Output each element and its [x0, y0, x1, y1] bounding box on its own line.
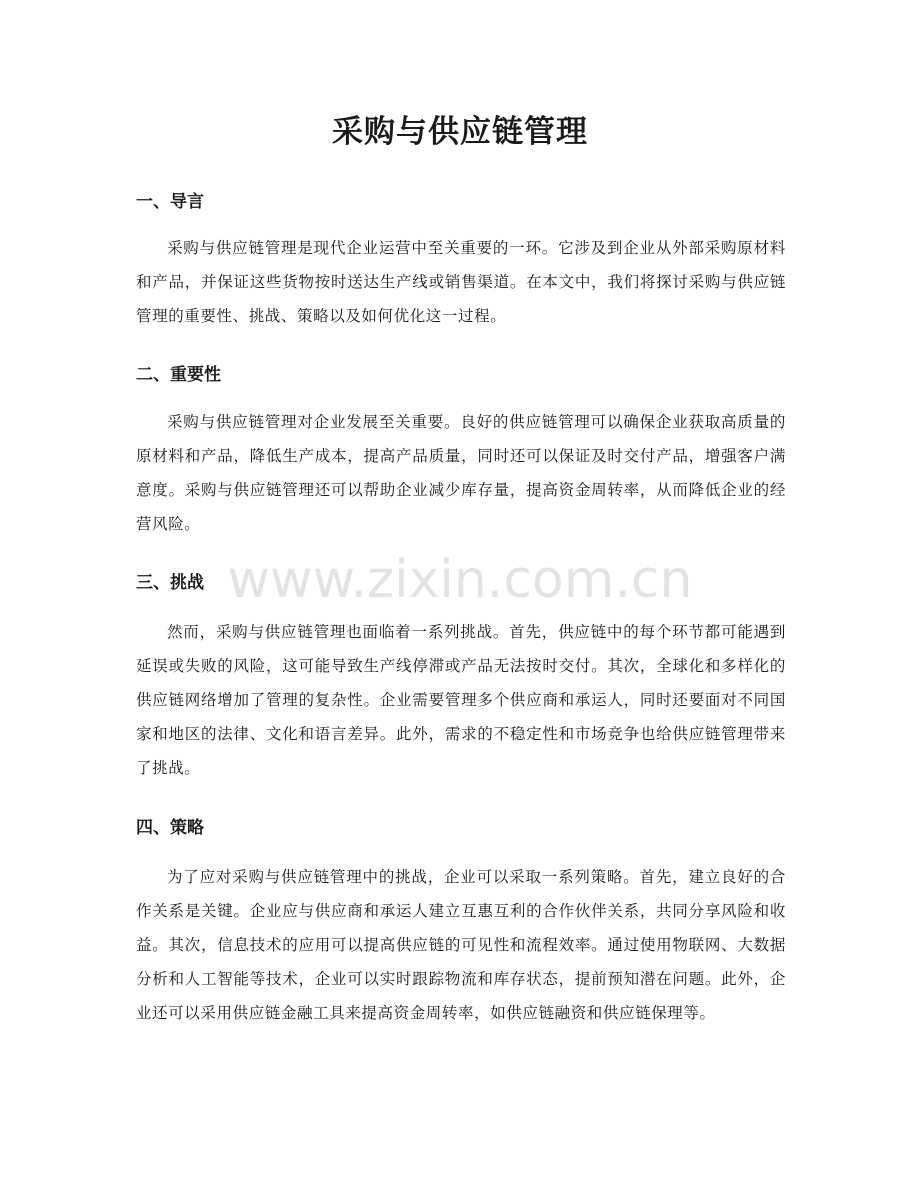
section-heading-importance: 二、重要性	[136, 365, 221, 385]
section-heading-introduction: 一、导言	[136, 192, 204, 212]
section-heading-challenges: 三、挑战	[136, 573, 204, 593]
section-heading-strategies: 四、策略	[136, 818, 204, 838]
section-paragraph-challenges: 然而，采购与供应链管理也面临着一系列挑战。首先，供应链中的每个环节都可能遇到延误或失败的风险，这可能导致生产线停滞或产品无法按时交付。其次，全球化和多样化的供应链网络增加了管理的复杂性。企业需要管理多个供应商和承运人，同时还要面对不同国家和地区的法律、文化和语言差异。此外，需求的不稳定性和市场竞争也给供应链管理带来了挑战。	[136, 623, 786, 777]
page-title: 采购与供应链管理	[332, 114, 588, 150]
section-paragraph-strategies: 为了应对采购与供应链管理中的挑战，企业可以采取一系列策略。首先，建立良好的合作关系是关键。企业应与供应商和承运人建立互惠互利的合作伙伴关系，共同分享风险和收益。其次，信息技术的应用可以提高供应链的可见性和流程效率。通过使用物联网、大数据分析和人工智能等技术，企业可以实时跟踪物流和库存状态，提前预知潜在问题。此外，企业还可以采用供应链金融工具来提高资金周转率，如供应链融资和供应链保理等。	[136, 868, 786, 1022]
section-paragraph-introduction: 采购与供应链管理是现代企业运营中至关重要的一环。它涉及到企业从外部采购原材料和产品，并保证这些货物按时送达生产线或销售渠道。在本文中，我们将探讨采购与供应链管理的重要性、挑战、策略以及如何优化这一过程。	[136, 239, 786, 325]
section-paragraph-importance: 采购与供应链管理对企业发展至关重要。良好的供应链管理可以确保企业获取高质量的原材料和产品，降低生产成本，提高产品质量，同时还可以保证及时交付产品，增强客户满意度。采购与供应链管理还可以帮助企业减少库存量，提高资金周转率，从而降低企业的经营风险。	[136, 413, 786, 533]
watermark-text: www.zixin.com.cn	[227, 550, 693, 610]
